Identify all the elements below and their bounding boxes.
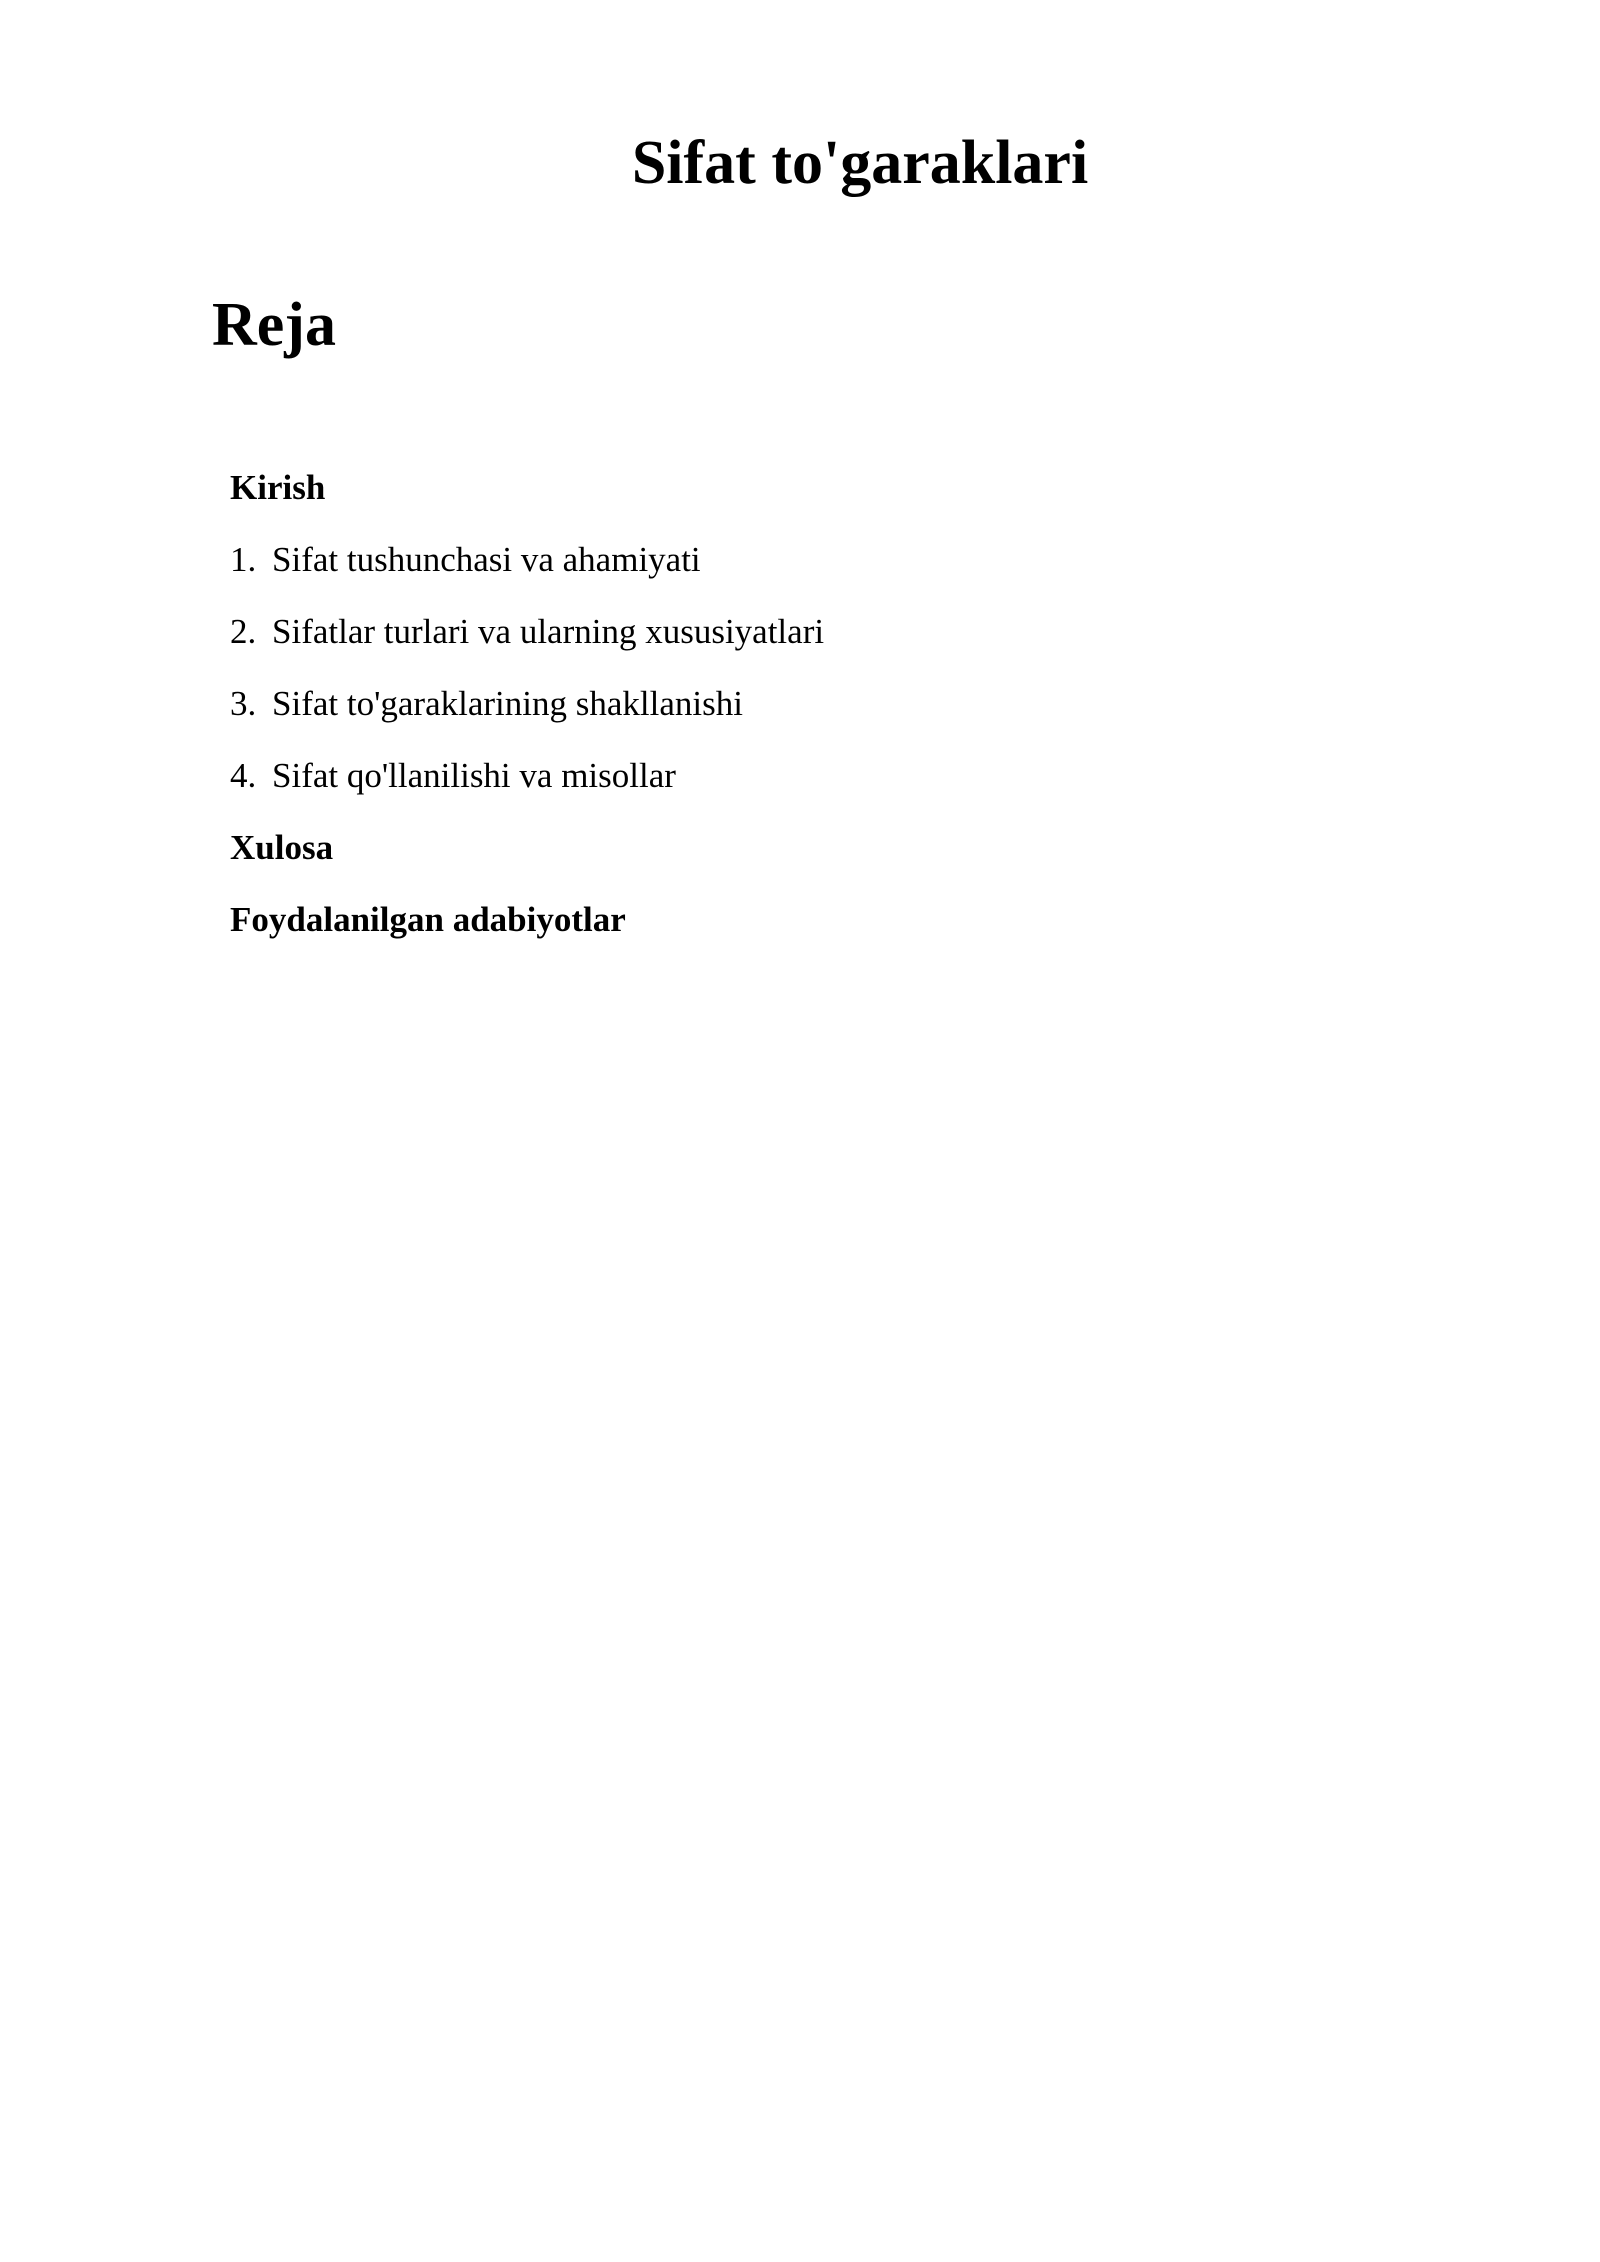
plan-item-text: Sifatlar turlari va ularning xususiyatlari (272, 612, 825, 651)
plan-list (230, 452, 824, 956)
plan-item-4 (230, 740, 824, 812)
plan-item-text: Sifat tushunchasi va ahamiyati (272, 540, 701, 579)
plan-item-2 (230, 596, 824, 668)
plan-item-number: 1. (230, 540, 257, 579)
plan-item-text: Sifat qo'llanilishi va misollar (272, 756, 676, 795)
plan-heading: Reja (212, 291, 336, 359)
plan-item-number: 3. (230, 684, 257, 723)
plan-item-text: Sifat to'garaklarining shakllanishi (272, 684, 743, 723)
plan-item-1 (230, 524, 824, 596)
plan-item-number: 4. (230, 756, 257, 795)
plan-item-3 (230, 668, 824, 740)
plan-intro: Kirish (230, 468, 326, 507)
plan-conclusion: Xulosa (230, 828, 334, 867)
plan-item-number: 2. (230, 612, 257, 651)
document-title: Sifat to'garaklari (631, 129, 1089, 197)
plan-references: Foydalanilgan adabiyotlar (230, 900, 626, 939)
